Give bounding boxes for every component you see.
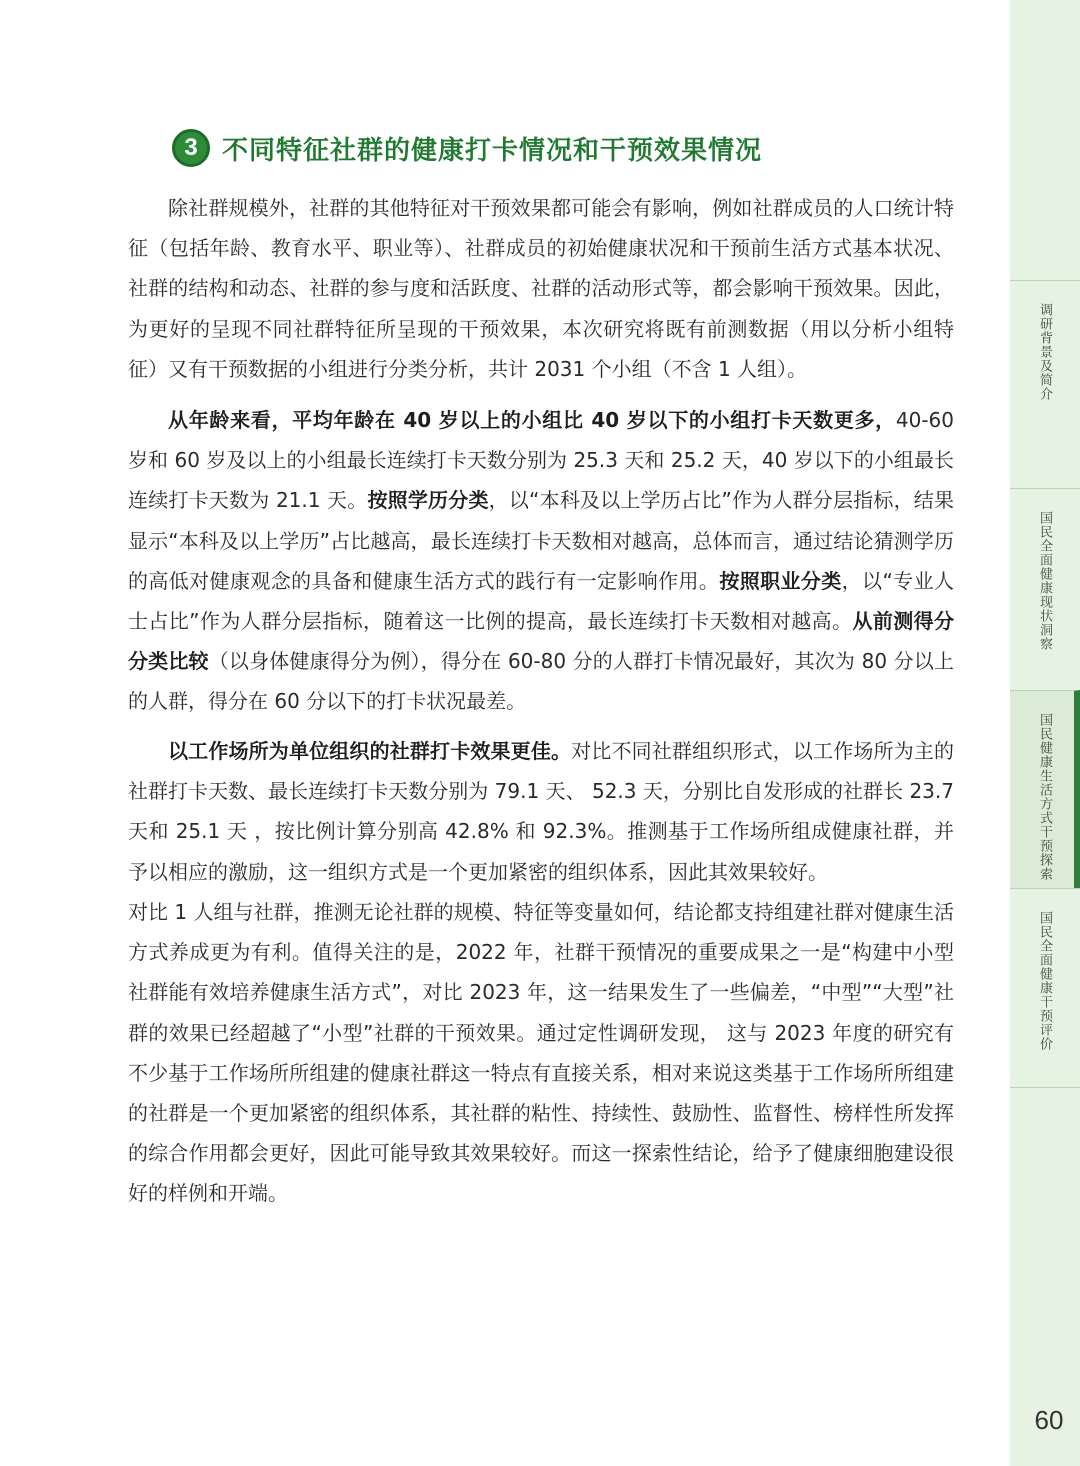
workplace-finding-bold: 以工作场所为单位组织的社群打卡效果更佳。 [168, 739, 572, 763]
section-heading [172, 126, 762, 170]
pretest-finding-bold: 从前测得分分类比较 [128, 609, 954, 674]
occupation-finding-bold: 按照职业分类 [719, 568, 842, 593]
chapter-tab-1-label: 调研背景及简介 [1037, 303, 1052, 401]
chapter-tab-2-label: 国民全面健康现状洞察 [1037, 511, 1052, 651]
section-number-badge: 3 [172, 129, 210, 167]
page-number: 60 [1034, 1405, 1064, 1435]
pretest-finding-text: （以身体健康得分为例），得分在 60-80 分的人群打卡情况最好，其次为 80 分以上的人群，得分在 60 分以下的打卡状况最差。 [128, 649, 954, 714]
paragraph-1-text: 除社群规模外，社群的其他特征对干预效果都可能会有影响，例如社群成员的人口统计特征（包括年龄、教育水平、职业等）、社群成员的初始健康状况和干预前生活方式基本状况、社群的结构和动态、社群的参与度和活跃度、社群的活动形式等，都会影响干预效果。因此，为更好的呈现不同社群特征所呈现的干预效果，本次研究将既有前测数据（用以分析小组特征）又有干预数据的小组进行分类分析，共计 2031 个小组（不含 1 人组）。 [128, 196, 954, 381]
age-finding-bold: 从年龄来看，平均年龄在 40 岁以上的小组比 40 岁以下的小组打卡天数更多， [168, 408, 896, 432]
chapter-sidebar [1010, 0, 1080, 1466]
education-finding-text: ，以“本科及以上学历占比”作为人群分层指标，结果显示“本科及以上学历”占比越高，最长连续打卡天数相对越高，总体而言，通过结论猜测学历的高低对健康观念的具备和健康生活方式的践行有一定影响作用。 [128, 488, 954, 593]
chapter-tab-3-active[interactable] [1010, 690, 1080, 888]
age-finding-text: 40-60 岁和 60 岁及以上的小组最长连续打卡天数分别为 25.3 天和 25.2 天，40 岁以下的小组最长连续打卡天数为 21.1 天。 [128, 408, 954, 513]
chapter-tab-4-label: 国民全面健康干预评价 [1037, 911, 1052, 1051]
paragraph-4-text: 对比 1 人组与社群，推测无论社群的规模、特征等变量如何，结论都支持组建社群对健康生活方式养成更为有利。值得关注的是，2022 年，社群干预情况的重要成果之一是“构建中小型社群能有效培养健康生活方式”，对比 2023 年，这一结果发生了一些偏差，“中型”“大型”社群的效果已经超越了“小型”社群的干预效果。通过定性调研发现， 这与 2023 年度的研究有不少基于工作场所所组建的健康社群这一特点有直接关系，相对来说这类基于工作场所所组建的社群是一个更加紧密的组织体系，其社群的粘性、持续性、鼓励性、监督性、榜样性所发挥的综合作用都会更好，因此可能导致其效果较好。而这一探索性结论，给予了健康细胞建设很好的样例和开端。 [128, 900, 954, 1206]
section-title: 不同特征社群的健康打卡情况和干预效果情况 [222, 135, 763, 166]
chapter-tab-3-label: 国民健康生活方式干预探索 [1037, 713, 1052, 881]
occupation-finding-text: ，以“专业人士占比”作为人群分层指标，随着这一比例的提高，最长连续打卡天数相对越高。 [128, 568, 954, 634]
chapter-tab-2[interactable] [1010, 488, 1080, 690]
paragraph-2 [128, 400, 954, 722]
workplace-finding-text: 对比不同社群组织形式，以工作场所为主的社群打卡天数、最长连续打卡天数分别为 79.1 天、 52.3 天，分别比自发形成的社群长 23.7 天和 25.1 天 ，按比例计算分别高 42.8% 和 92.3%。推测基于工作场所组成健康社群，并予以相应的激励，这一组织方式是一个更加紧密的组织体系，因此其效果较好。 [128, 739, 955, 884]
paragraph-4 [128, 892, 954, 1214]
chapter-tab-4[interactable] [1010, 888, 1080, 1088]
paragraph-1 [128, 188, 954, 389]
paragraph-3 [128, 731, 954, 892]
education-finding-bold: 按照学历分类 [367, 488, 489, 513]
chapter-tab-1[interactable] [1010, 280, 1080, 488]
